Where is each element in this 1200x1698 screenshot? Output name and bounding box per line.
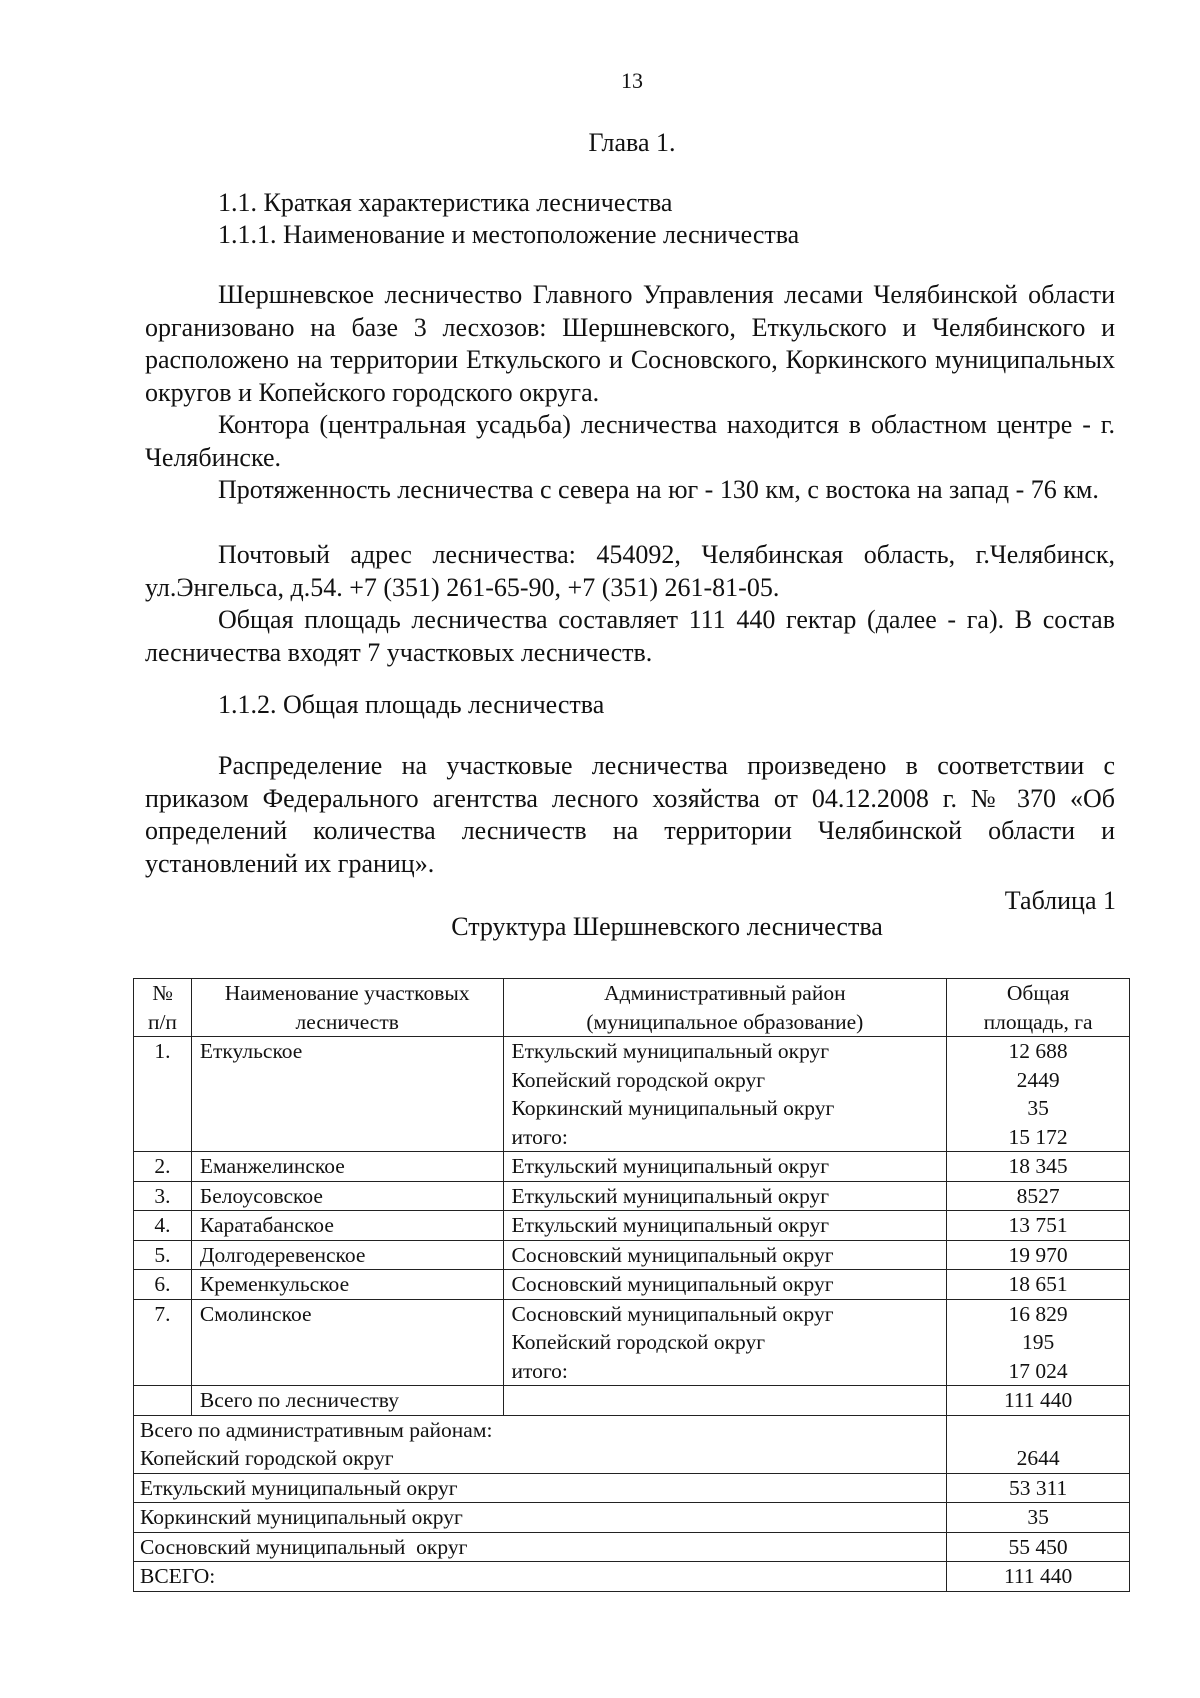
table-row: 6. Кременкульское Сосновский муниципальный округ 18 651 bbox=[134, 1270, 1130, 1300]
table-row: 4. Каратабанское Еткульский муниципальный округ 13 751 bbox=[134, 1211, 1130, 1241]
chapter-title: Глава 1. bbox=[588, 128, 676, 157]
table-row: 2. Еманжелинское Еткульский муниципальный округ 18 345 bbox=[134, 1152, 1130, 1182]
forestry-structure-table bbox=[133, 978, 1130, 1592]
table-header-row bbox=[134, 979, 1130, 1037]
table-title: Структура Шершневского лесничества bbox=[451, 912, 883, 941]
district-total-row: Коркинский муниципальный округ 35 bbox=[134, 1503, 1130, 1533]
district-total-row: Еткульский муниципальный округ 53 311 bbox=[134, 1473, 1130, 1503]
district-total-row: Сосновский муниципальный округ 55 450 bbox=[134, 1532, 1130, 1562]
paragraph: Контора (центральная усадьба) лесничества находится в областном центре - г. Челябинске. bbox=[145, 410, 1115, 472]
section-1-1-heading: 1.1. Краткая характеристика лесничества bbox=[218, 188, 673, 217]
header-num: № п/п bbox=[134, 979, 192, 1037]
section-1-1-2-heading: 1.1.2. Общая площадь лесничества bbox=[218, 690, 605, 719]
table-caption: Таблица 1 bbox=[1004, 886, 1116, 915]
header-name: Наименование участковых лесничеств bbox=[191, 979, 503, 1037]
section-1-1-1-heading: 1.1.1. Наименование и местоположение лесничества bbox=[218, 220, 800, 249]
table-row: 5. Долгодеревенское Сосновский муниципальный округ 19 970 bbox=[134, 1240, 1130, 1270]
table-row: 3. Белоусовское Еткульский муниципальный округ 8527 bbox=[134, 1181, 1130, 1211]
header-district: Административный район (муниципальное образование) bbox=[503, 979, 947, 1037]
paragraph: Почтовый адрес лесничества: 454092, Челябинская область, г.Челябинск, ул.Энгельса, д.54. +7 (351) 261-65-90, +7 (351) 261-81-05. bbox=[145, 540, 1115, 602]
district-totals-row: Всего по административным районам: Копейский городской округ 2644 bbox=[134, 1415, 1130, 1473]
header-area: Общая площадь, га bbox=[947, 979, 1130, 1037]
paragraph: Протяженность лесничества с севера на юг - 130 км, с востока на запад - 76 км. bbox=[218, 475, 1099, 504]
paragraph: Распределение на участковые лесничества произведено в соответствии с приказом Федерального агентства лесного хозяйства от 04.12.2008 г. № 370 «Об определений количества лесничеств на территории Челябинской области и установлений их границ». bbox=[145, 751, 1115, 878]
table-row: 1. Еткульское Еткульский муниципальный округ Копейский городской округ Коркинский муниципальный округ итого: 12 688 2449 35 15 172 bbox=[134, 1037, 1130, 1152]
table-row: 7. Смолинское Сосновский муниципальный округ Копейский городской округ итого: 16 829 195 17 024 bbox=[134, 1299, 1130, 1386]
page-number: 13 bbox=[621, 68, 643, 93]
paragraph: Шершневское лесничество Главного Управления лесами Челябинской области организовано на базе 3 лесхозов: Шершневского, Еткульского и Челябинского и расположено на территории Еткульского и Сосновского, Коркинского муниципальных округов и Копейского городского округа. bbox=[145, 280, 1115, 407]
grand-total-row: ВСЕГО: 111 440 bbox=[134, 1562, 1130, 1592]
paragraph: Общая площадь лесничества составляет 111 440 гектар (далее - га). В состав лесничества входят 7 участковых лесничеств. bbox=[145, 605, 1115, 667]
total-forestry-row: Всего по лесничеству 111 440 bbox=[134, 1386, 1130, 1416]
